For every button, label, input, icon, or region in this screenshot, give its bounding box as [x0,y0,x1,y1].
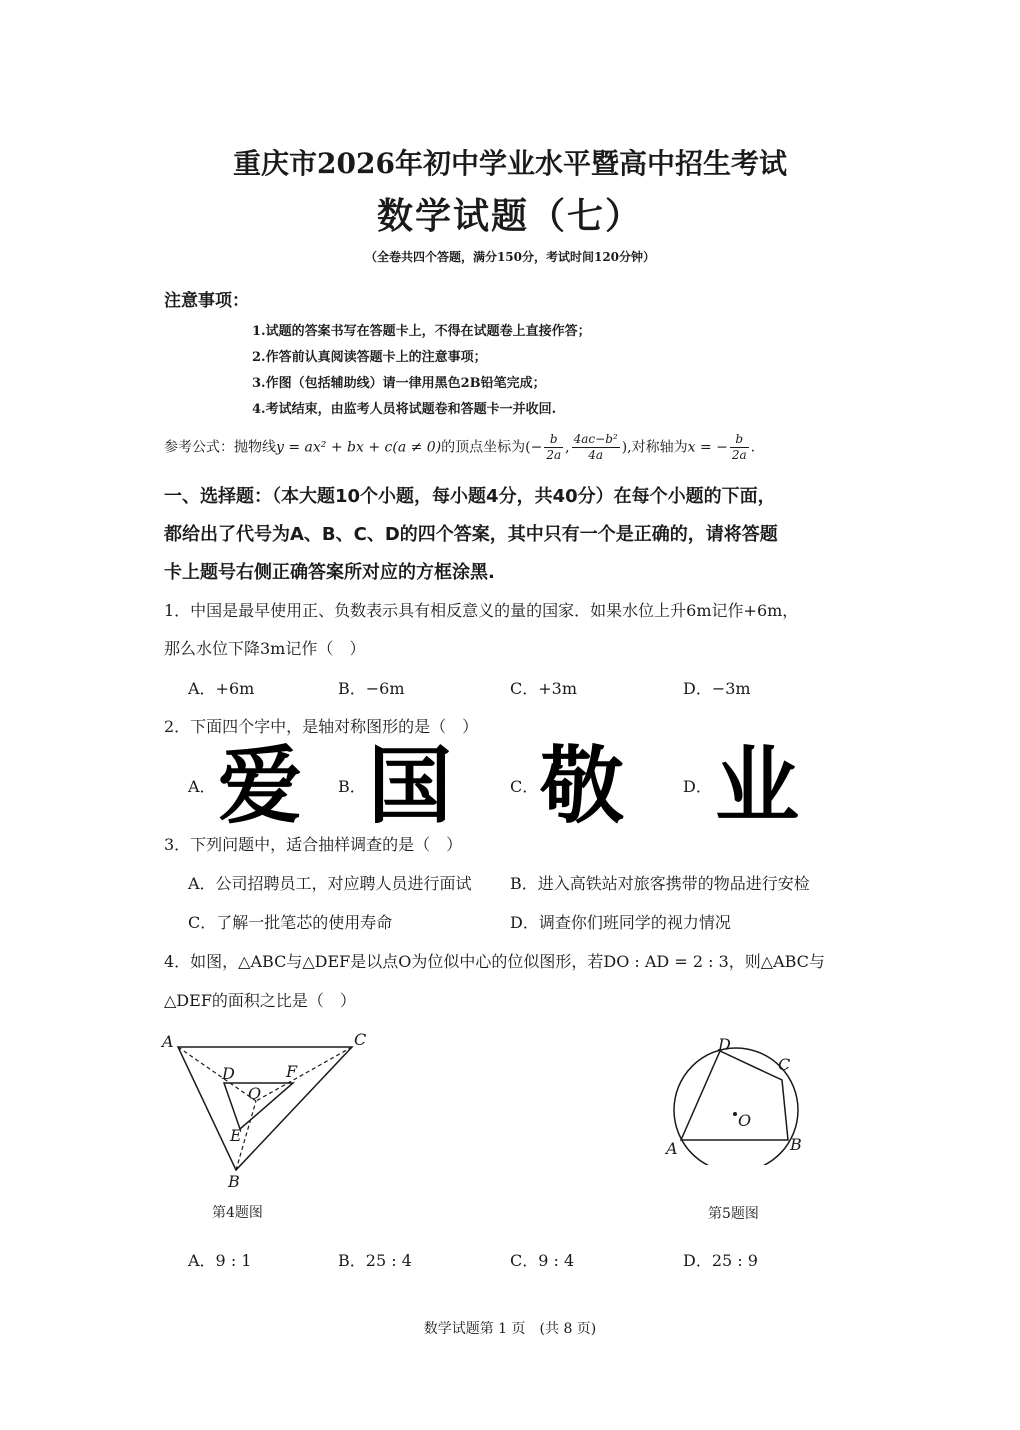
q4-option-c: C．9 : 4 [510,1251,575,1270]
figure-5-diagram [660,1030,810,1165]
question-3-stem: 3．下列问题中，适合抽样调查的是（ ） [164,835,463,854]
q1-option-c: C．+3m [510,679,578,698]
q3-option-d: D．调查你们班同学的视力情况 [510,913,731,932]
q2-char-guo: 国 [368,737,453,835]
q2-char-jing: 敬 [540,737,625,835]
question-4-stem: △DEF的面积之比是（ ） [164,991,356,1010]
formula-equation: y = ax² + bx + c(a ≠ 0) [276,439,442,456]
fraction-denominator: 2a [546,448,562,462]
center-dot [733,1112,737,1116]
figure-5-caption: 第5题图 [708,1206,759,1222]
point-c-label: C [354,1030,367,1049]
q1-option-d: D．−3m [683,679,751,698]
q4-option-b: B．25 : 4 [338,1251,412,1270]
question-1-stem: 1．中国是最早使用正、负数表示具有相反意义的量的国家．如果水位上升6m记作+6m， [164,601,799,620]
section-heading: 卡上题号右侧正确答案所对应的方框涂黑. [164,562,495,583]
point-e-label: E [230,1126,242,1145]
segment-ao [178,1047,256,1101]
fraction-b-2a [730,432,749,463]
q1-option-a: A．+6m [188,679,255,698]
q3-option-c: C．了解一批笔芯的使用寿命 [188,913,393,932]
q2-option-b-label: B． [338,777,366,796]
q4-option-d: D．25 : 9 [683,1251,758,1270]
formula-comma: , [565,439,570,456]
quadrilateral-abcd [681,1051,791,1140]
exam-info: （全卷共四个答题，满分150分，考试时间120分钟） [364,250,656,264]
q2-char-ye: 业 [715,737,800,835]
fraction-4ac-b2-4a [572,432,620,463]
q1-option-b: B．−6m [338,679,405,698]
formula-mid: 的顶点坐标为 [441,439,526,456]
point-d-label: D [718,1035,731,1054]
notice-item: 4.考试结束，由监考人员将试题卷和答题卡一并收回. [252,402,557,417]
point-d-label: D [222,1064,235,1083]
question-1-stem: 那么水位下降3m记作（ ） [164,639,366,658]
point-o-label: O [738,1111,752,1130]
formula-end: . [750,439,756,456]
exam-title: 重庆市2026年初中学业水平暨高中招生考试 [233,147,787,180]
section-heading: 都给出了代号为A、B、C、D的四个答案，其中只有一个是正确的，请将答题 [164,524,778,545]
q2-char-ai: 爱 [218,737,303,835]
section-heading: 一、选择题：（本大题10个小题，每小题4分，共40分）在每个小题的下面， [164,486,776,507]
reference-formula [164,432,755,463]
point-b-label: B [790,1135,802,1154]
fraction-denominator: 4a [588,448,604,462]
fraction-numerator: b [730,432,749,448]
notice-item: 2.作答前认真阅读答题卡上的注意事项； [252,350,487,365]
page-footer: 数学试题第 1 页 (共 8 页) [423,1321,597,1337]
exam-subtitle: 数学试题（七） [376,195,643,237]
point-f-label: F [286,1062,298,1081]
q3-option-b: B．进入高铁站对旅客携带的物品进行安检 [510,874,810,893]
notice-item: 3.作图（包括辅助线）请一律用黑色2B铅笔完成； [252,376,546,391]
q2-option-d-label: D． [683,777,712,796]
point-o-label: O [248,1084,262,1103]
formula-prefix: 参考公式：抛物线 [164,439,276,456]
question-4-stem: 4．如图，△ABC与△DEF是以点O为位似中心的位似图形，若DO : AD = 2 : 3，则△ABC与 [164,952,825,971]
notice-heading: 注意事项： [164,291,249,311]
figure-4-diagram [158,1025,388,1195]
point-b-label: B [228,1172,240,1191]
point-c-label: C [778,1055,791,1074]
fraction-numerator: 4ac−b² [573,432,618,446]
formula-open: (− [525,439,543,456]
q2-option-c-label: C． [510,777,539,796]
point-a-label: A [162,1032,174,1051]
notice-item: 1.试题的答案书写在答题卡上，不得在试题卷上直接作答； [252,324,591,339]
point-a-label: A [666,1139,678,1158]
q2-option-a-label: A． [188,777,216,796]
fraction-numerator: b [544,432,563,448]
formula-axis-eq: x = − [687,439,728,456]
segment-co [256,1047,352,1101]
question-2-stem: 2．下面四个字中，是轴对称图形的是（ ） [164,717,479,736]
fraction-b-2a [544,432,563,463]
figure-4-caption: 第4题图 [212,1205,263,1221]
fraction-denominator: 2a [731,448,747,462]
formula-close: ),对称轴为 [621,439,688,456]
q4-option-a: A．9 : 1 [188,1251,252,1270]
q3-option-a: A．公司招聘员工，对应聘人员进行面试 [188,874,472,893]
